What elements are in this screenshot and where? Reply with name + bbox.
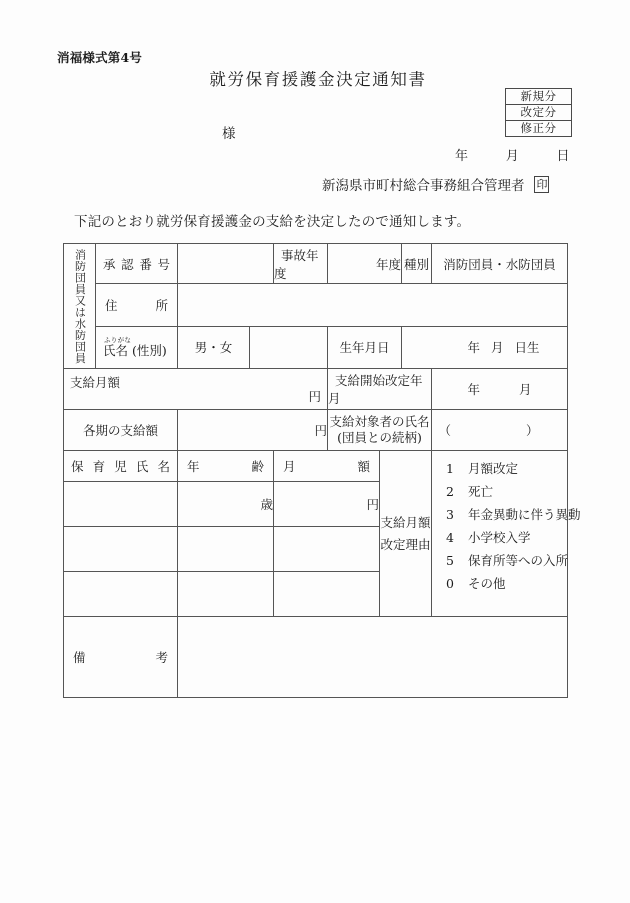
type-value: 消防団員・水防団員 <box>443 256 556 272</box>
recipient-label-line2: (団員との続柄) <box>337 430 422 445</box>
childcare-age-cell[interactable] <box>178 482 274 527</box>
birthdate-value-cell[interactable] <box>402 326 568 368</box>
start-revision-ym <box>432 380 567 398</box>
decision-table <box>63 243 581 698</box>
reason-item-text: 小学校入学 <box>468 530 531 545</box>
monthly-amount-unit: 円 <box>308 389 321 404</box>
approval-no-value-cell[interactable] <box>178 244 274 284</box>
remarks-label-cell <box>64 617 178 698</box>
childcare-amount-cell[interactable] <box>274 572 380 617</box>
type-label: 種別 <box>404 256 430 272</box>
childcare-amount-cell[interactable] <box>274 482 380 527</box>
birthdate-label: 生年月日 <box>339 340 390 356</box>
lead-text: 下記のとおり就労保育援護金の支給を決定したので通知します。 <box>74 214 471 230</box>
classification-correction[interactable]: 修正分 <box>520 121 557 135</box>
issue-date-line <box>455 145 570 164</box>
reason-item[interactable] <box>446 503 581 526</box>
seal-icon: 印 <box>534 176 549 193</box>
classification-revision[interactable]: 改定分 <box>506 105 571 121</box>
table-row-address <box>64 284 568 326</box>
start-year-label: 年 <box>467 382 481 397</box>
table-row-period-amount <box>64 410 568 451</box>
address-label: 住所 <box>105 297 168 313</box>
table-row-monthly-amount <box>64 369 568 410</box>
form-code: 消福様式第4号 <box>57 50 143 65</box>
remarks-label: 備考 <box>73 650 168 665</box>
reason-list <box>432 451 581 601</box>
reason-label-cell <box>380 451 432 617</box>
reason-item[interactable] <box>446 572 567 595</box>
page-title: 就労保育援護金決定通知書 <box>209 70 427 89</box>
classification-new[interactable]: 新規分 <box>506 89 571 105</box>
childcare-amount-cell[interactable] <box>274 527 380 572</box>
recipient-label-line1: 支給対象者の氏名 <box>329 414 430 429</box>
start-revision-value-cell[interactable] <box>432 369 568 410</box>
reason-item[interactable] <box>446 526 567 549</box>
table-row-approval <box>64 244 568 284</box>
birth-month-label: 月 <box>491 340 504 356</box>
monthly-amount-cell[interactable] <box>64 369 328 410</box>
childcare-amount-header: 月額 <box>283 459 370 474</box>
address-value-cell[interactable] <box>178 284 568 326</box>
type-label-cell <box>402 244 432 284</box>
date-day-label: 日 <box>556 149 570 164</box>
issuer-name: 新潟県市町村総合事務組合管理者 <box>322 178 525 194</box>
childcare-age-cell[interactable] <box>178 527 274 572</box>
name-value-cell[interactable] <box>250 326 328 368</box>
accident-year-label: 事故年度 <box>274 247 319 281</box>
childcare-name-header-cell <box>64 451 178 482</box>
reason-item-text: 保育所等への入所 <box>468 553 569 568</box>
member-vertical-label-cell <box>64 244 96 369</box>
date-year-label: 年 <box>455 149 469 164</box>
table-row-remarks <box>64 617 568 698</box>
birth-year-label: 年 <box>467 340 481 356</box>
reason-label-line2: 改定理由 <box>380 536 431 552</box>
address-label-cell <box>96 284 178 326</box>
start-month-label: 月 <box>519 382 532 397</box>
start-revision-label: 支給開始改定年月 <box>328 373 423 406</box>
gender-cell[interactable] <box>178 326 250 368</box>
period-amount-value-cell[interactable] <box>178 410 328 451</box>
childcare-name-header: 保育児氏名 <box>71 459 170 474</box>
birthdate-ymd <box>402 338 567 356</box>
reason-item[interactable] <box>446 549 567 572</box>
approval-no-label-cell <box>96 244 178 284</box>
reason-label-line1: 支給月額 <box>380 514 431 530</box>
addressee-line: 様 <box>222 126 236 142</box>
period-amount-label: 各期の支給額 <box>82 423 158 438</box>
recipient-relation-paren: （ ） <box>438 423 539 438</box>
childcare-age-header-cell <box>178 451 274 482</box>
reason-item-text: 月額改定 <box>468 461 519 476</box>
remarks-value-cell[interactable] <box>178 617 568 698</box>
name-label: 氏名 (性別) <box>103 343 167 359</box>
gender-options: 男・女 <box>194 340 233 356</box>
childcare-name-cell[interactable] <box>64 482 178 527</box>
accident-year-value-cell[interactable] <box>328 244 402 284</box>
childcare-age-cell[interactable] <box>178 572 274 617</box>
period-amount-label-cell <box>64 410 178 451</box>
reason-item-number: 4 <box>446 530 454 545</box>
reason-item-text: 死亡 <box>468 484 494 499</box>
childcare-amount-header-cell <box>274 451 380 482</box>
reason-item-number: 5 <box>446 553 454 568</box>
reason-item-number: 0 <box>446 576 454 591</box>
childcare-age-header: 年齢 <box>187 459 264 474</box>
period-amount-unit: 円 <box>314 423 327 438</box>
birthdate-label-cell <box>328 326 402 368</box>
start-revision-label-cell <box>328 369 432 410</box>
recipient-label-cell <box>328 410 432 451</box>
reason-item-number: 2 <box>446 484 454 499</box>
classification-box <box>505 88 572 137</box>
reason-item[interactable] <box>446 457 567 480</box>
table-row-name <box>64 326 568 368</box>
monthly-amount-label: 支給月額 <box>70 375 121 390</box>
name-furigana-label: ふりがな <box>104 336 132 345</box>
name-label-cell <box>96 326 178 368</box>
member-vertical-label: 消防団員又は水防団員 <box>73 248 87 364</box>
reason-item-text: 年金異動に伴う異動 <box>468 507 581 522</box>
childcare-name-cell[interactable] <box>64 572 178 617</box>
childcare-age-unit: 歳 <box>260 497 273 512</box>
reason-item-text: その他 <box>468 576 506 591</box>
date-month-label: 月 <box>505 149 520 164</box>
reason-item-number: 1 <box>446 461 454 476</box>
childcare-name-cell[interactable] <box>64 527 178 572</box>
childcare-amount-unit: 円 <box>366 497 379 512</box>
type-value-cell[interactable] <box>432 244 568 284</box>
issuer-line <box>322 174 549 194</box>
accident-year-label-cell <box>274 244 328 284</box>
table-row-childcare-header <box>64 451 568 482</box>
approval-no-label: 承認番号 <box>103 256 170 272</box>
accident-year-unit: 年度 <box>376 256 402 272</box>
reason-list-cell <box>432 451 581 617</box>
reason-item[interactable] <box>446 480 567 503</box>
reason-item-number: 3 <box>446 507 454 522</box>
recipient-value-cell[interactable] <box>432 410 568 451</box>
birth-day-label: 日生 <box>514 340 540 356</box>
